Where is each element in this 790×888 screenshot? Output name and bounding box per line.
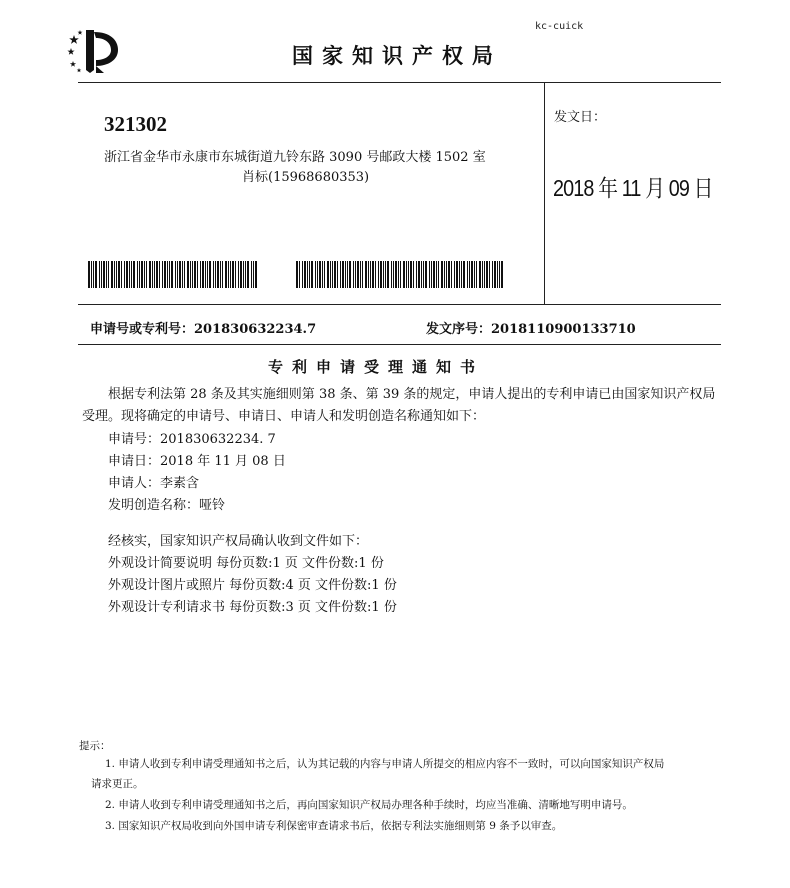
tip-3: 3. 国家知识产权局收到向外国申请专利保密审查请求书后，依据专利法实施细则第 9 条予以审查。 [105, 820, 563, 832]
meta-rule [78, 344, 721, 345]
cnipa-logo [64, 26, 126, 74]
code-mark: kc-cuick [535, 21, 584, 32]
column-divider [544, 82, 545, 304]
verified-text: 经核实，国家知识产权局确认收到文件如下： [108, 534, 369, 549]
intro-line-1: 根据专利法第 28 条及其实施细则第 38 条、第 39 条的规定，申请人提出的专利申请已由国家知识产权局 [108, 387, 716, 402]
document-item: 外观设计简要说明 每份页数:1 页 文件份数:1 份 [108, 556, 384, 571]
mailing-address: 浙江省金华市永康市东城街道九铃东路 3090 号邮政大楼 1502 室 [104, 150, 486, 165]
document-item: 外观设计图片或照片 每份页数:4 页 文件份数:1 份 [108, 578, 397, 593]
tip-1: 1. 申请人收到专利申请受理通知书之后，认为其记载的内容与申请人所提交的相应内容不一致时，可以向国家知识产权局 [105, 758, 665, 770]
document-title: 专利申请受理通知书 [268, 358, 485, 376]
address-block-rule [78, 304, 721, 305]
barcode-left [88, 261, 260, 288]
tip-2: 2. 申请人收到专利申请受理通知书之后，再向国家知识产权局办理各种手续时，均应当准确、清晰地写明申请号。 [105, 799, 633, 811]
issue-date: 2018 年 11 月 09 日 [553, 175, 713, 201]
tip-1-continued: 请求更正。 [91, 778, 144, 790]
header-rule [78, 82, 721, 83]
field-design-name: 发明创造名称：哑铃 [108, 498, 226, 513]
barcode-right [296, 261, 505, 288]
field-app-number: 申请号：201830632234. 7 [108, 432, 276, 447]
field-applicant: 申请人：李素含 [108, 476, 200, 491]
document-item: 外观设计专利请求书 每份页数:3 页 文件份数:1 份 [108, 600, 397, 615]
intro-paragraph [82, 384, 752, 428]
serial-number: 发文序号：2018110900133710 [426, 322, 636, 337]
postcode: 321302 [104, 112, 167, 136]
intro-line-2: 受理。现将确定的申请号、申请日、申请人和发明创造名称通知如下： [82, 409, 486, 424]
issue-date-label: 发文日： [554, 110, 607, 125]
office-title: 国家知识产权局 [292, 44, 502, 68]
field-app-date: 申请日：2018 年 11 月 08 日 [108, 454, 286, 469]
recipient: 肖标(15968680353) [242, 170, 370, 185]
tips-heading: 提示： [79, 740, 111, 752]
application-number: 申请号或专利号：201830632234.7 [90, 322, 317, 337]
